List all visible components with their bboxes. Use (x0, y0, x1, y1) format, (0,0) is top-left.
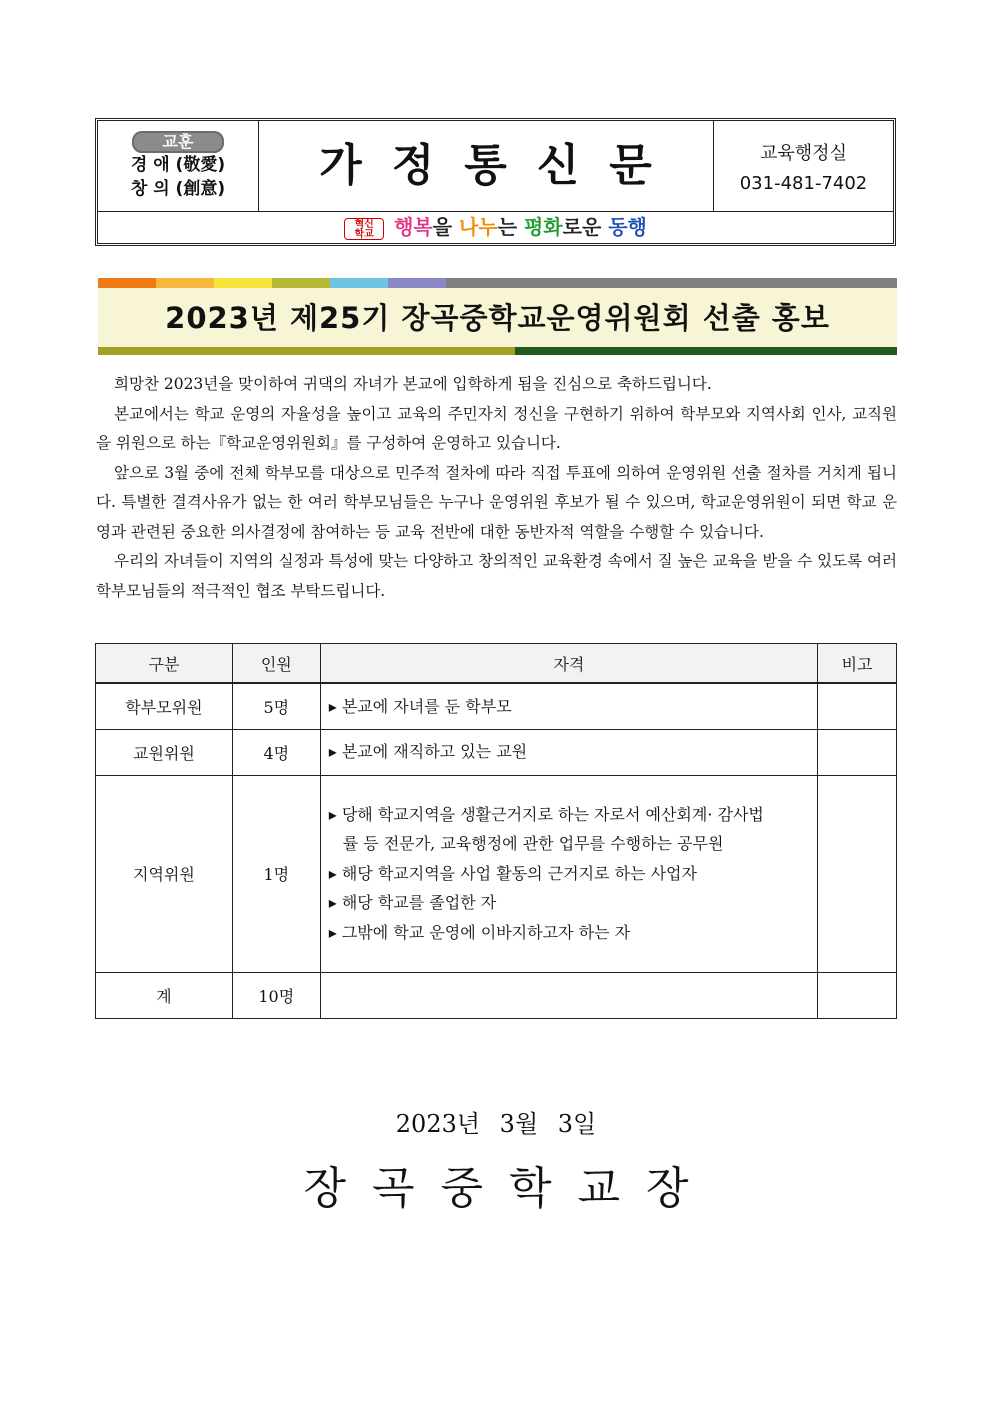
slogan-row (98, 211, 893, 243)
issue-date: 2023년 3월 3일 (395, 1110, 597, 1138)
qualification-item: ▸ 본교에 자녀를 둔 학부모 (328, 696, 512, 716)
qualification-item: ▸ 당해 학교지역을 생활근거지로 하는 자로서 예산회계· 감사법 (328, 804, 764, 824)
qualification-item-continued: 률 등 전문가, 교육행정에 관한 업무를 수행하는 공무원 (342, 834, 724, 854)
slogan-word-7: 동행 (608, 215, 647, 239)
innovation-school-logo (344, 218, 384, 240)
principal-signature: 장곡중학교장 (303, 1163, 715, 1214)
table-total-row (96, 972, 897, 1018)
newsletter-header (95, 118, 896, 246)
paragraph-3: 앞으로 3월 중에 전체 학부모를 대상으로 민주적 절차에 따라 직접 투표에 의하여 운영위원 선출 절차를 거치게 됩니다. 특별한 결격사유가 없는 한 여러 학부모님들은 누구나 운영위원 후보가 될 수 있으며, 학교운영위원이 되면 학교 운영과 관련된 중요한 의사결정에 참여하는 등 교육 전반에 대한 동반자적 역할을 수행할 수 있습니다. (96, 463, 897, 541)
row-note (818, 729, 897, 775)
qualification-item: ▸ 그밖에 학교 운영에 이바지하고자 하는 자 (328, 922, 631, 942)
row-category: 지역위원 (96, 775, 233, 972)
qualification-table (95, 643, 897, 1019)
table-row (96, 729, 897, 775)
qualification-item: ▸ 해당 학교지역을 사업 활동의 근거지로 하는 사업자 (328, 863, 697, 883)
logo-text-1: 혁신 (354, 218, 374, 230)
school-motto (98, 121, 259, 211)
slogan-word-3: 나누 (459, 215, 498, 239)
paragraph-2: 본교에서는 학교 운영의 자율성을 높이고 교육의 주민자치 정신을 구현하기 위하여 학부모와 지역사회 인사, 교직원을 위원으로 하는『학교운영위원회』를 구성하여 운영하고 있습니다. (96, 404, 897, 452)
row-category: 교원위원 (96, 729, 233, 775)
newsletter-title: 가정통신문 (319, 140, 682, 191)
motto-line-1: 경 애 (敬愛) (130, 155, 226, 175)
banner-title: 2023년 제25기 장곡중학교운영위원회 선출 홍보 (98, 288, 897, 348)
logo-text-2: 학교 (354, 228, 374, 240)
row-count: 4명 (232, 729, 320, 775)
paragraph-1: 희망찬 2023년을 맞이하여 귀댁의 자녀가 본교에 입학하게 됨을 진심으로 축하드립니다. (114, 375, 712, 393)
slogan-word-1: 행복 (394, 215, 433, 239)
table-header-row (96, 644, 897, 684)
total-note (818, 972, 897, 1018)
banner-stripe-bottom (98, 347, 897, 355)
header-category: 구분 (96, 644, 233, 684)
qualification-item: ▸ 해당 학교를 졸업한 자 (328, 893, 497, 913)
table-row (96, 683, 897, 729)
row-count: 5명 (232, 683, 320, 729)
election-banner (98, 278, 897, 357)
total-label: 계 (96, 972, 233, 1018)
row-count: 1명 (232, 775, 320, 972)
row-category: 학부모위원 (96, 683, 233, 729)
total-qualification (320, 972, 817, 1018)
banner-stripe-top (98, 278, 897, 288)
header-count: 인원 (232, 644, 320, 684)
header-qualification: 자격 (320, 644, 817, 684)
office-phone: 031-481-7402 (739, 173, 868, 194)
motto-line-2: 창 의 (創意) (130, 179, 226, 199)
row-note (818, 683, 897, 729)
motto-badge: 교훈 (132, 131, 224, 153)
slogan-word-5: 평화 (523, 215, 563, 239)
letter-body (96, 370, 897, 606)
office-name: 교육행정실 (760, 143, 847, 164)
paragraph-4: 우리의 자녀들이 지역의 실정과 특성에 맞는 다양하고 창의적인 교육환경 속에서 질 높은 교육을 받을 수 있도록 여러 학부모님들의 적극적인 협조 부탁드립니다. (96, 552, 897, 600)
slogan-word-6: 로운 (562, 215, 609, 239)
row-note (818, 775, 897, 972)
row-qualification (320, 729, 817, 775)
slogan-word-2: 을 (432, 215, 460, 239)
office-contact (713, 121, 893, 211)
row-qualification (320, 683, 817, 729)
qualification-item: ▸ 본교에 재직하고 있는 교원 (328, 742, 528, 762)
table-row (96, 775, 897, 972)
header-top-row (98, 121, 893, 212)
slogan-word-4: 는 (497, 215, 524, 239)
row-qualification (320, 775, 817, 972)
total-count: 10명 (232, 972, 320, 1018)
header-note: 비고 (818, 644, 897, 684)
